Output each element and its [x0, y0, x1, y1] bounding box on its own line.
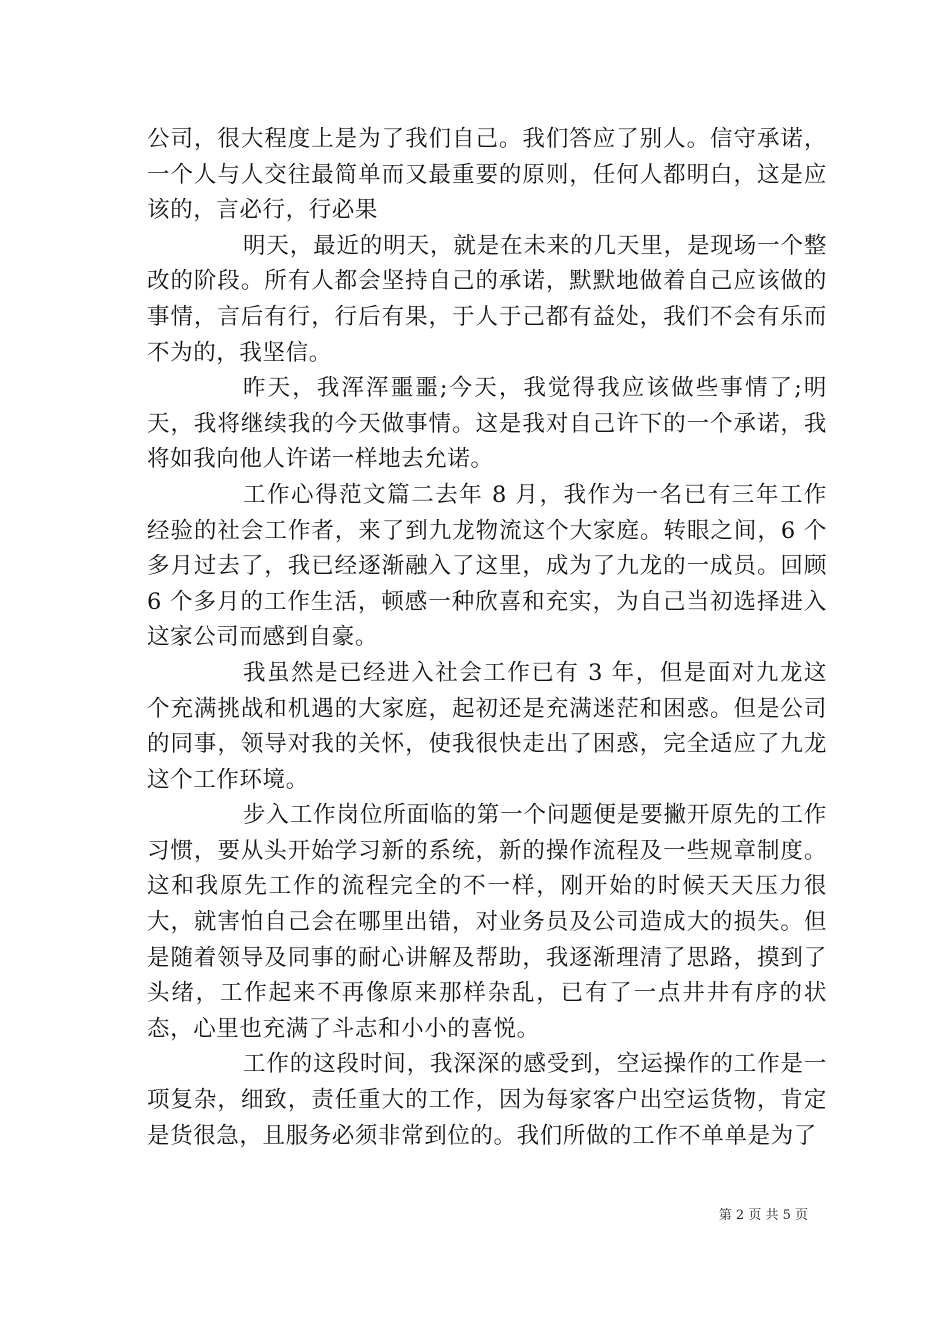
paragraph-7: 工作的这段时间，我深深的感受到，空运操作的工作是一项复杂，细致，责任重大的工作，因为每家客户出空运货物，肯定是货很急，且服务必须非常到位的。我们所做的工作不单单是为了	[147, 1051, 827, 1149]
paragraph-6: 步入工作岗位所面临的第一个问题便是要撇开原先的工作习惯，要从头开始学习新的系统，新的操作流程及一些规章制度。这和我原先工作的流程完全的不一样，刚开始的时候天天压力很大，就害怕自己会在哪里出错，对业务员及公司造成大的损失。但是随着领导及同事的耐心讲解及帮助，我逐渐理清了思路，摸到了头绪，工作起来不再像原来那样杂乱，已有了一点井井有序的状态，心里也充满了斗志和小小的喜悦。	[147, 802, 827, 1042]
paragraph-3: 昨天，我浑浑噩噩;今天，我觉得我应该做些事情了;明天，我将继续我的今天做事情。这是我对自己许下的一个承诺，我将如我向他人许诺一样地去允诺。	[147, 375, 827, 473]
paragraph-1: 公司，很大程度上是为了我们自己。我们答应了别人。信守承诺，一个人与人交往最简单而又最重要的原则，任何人都明白，这是应该的，言必行，行必果	[147, 126, 827, 224]
paragraph-2: 明天，最近的明天，就是在未来的几天里，是现场一个整改的阶段。所有人都会坚持自己的承诺，默默地做着自己应该做的事情，言后有行，行后有果，于人于己都有益处，我们不会有乐而不为的，我坚信。	[147, 232, 827, 366]
paragraph-4: 工作心得范文篇二去年 8 月，我作为一名已有三年工作经验的社会工作者，来了到九龙物流这个大家庭。转眼之间，6 个多月过去了，我已经逐渐融入了这里，成为了九龙的一成员。回顾 6 个多月的工作生活，顿感一种欣喜和充实，为自己当初选择进入这家公司而感到自豪。	[147, 481, 827, 651]
document-body	[147, 122, 827, 1154]
paragraph-5: 我虽然是已经进入社会工作已有 3 年，但是面对九龙这个充满挑战和机遇的大家庭，起初还是充满迷茫和困惑。但是公司的同事，领导对我的关怀，使我很快走出了困惑，完全适应了九龙这个工作环境。	[147, 659, 827, 793]
page-number-footer: 第 2 页 共 5 页	[718, 1208, 808, 1223]
